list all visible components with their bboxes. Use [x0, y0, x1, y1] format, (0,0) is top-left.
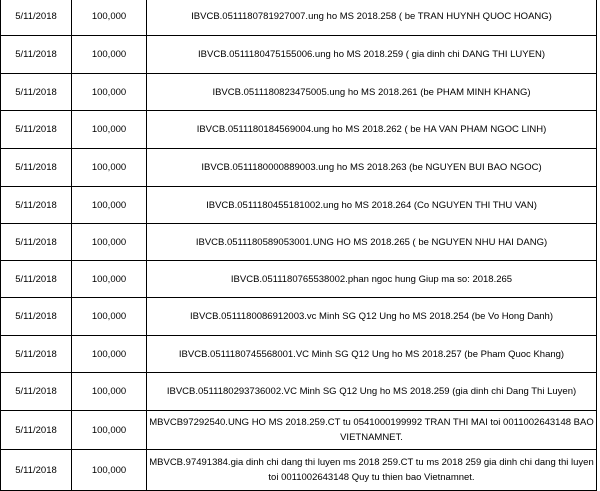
date-cell: 5/11/2018	[1, 36, 72, 74]
description-cell: IBVCB.0511180781927007.ung ho MS 2018.258 ( be TRAN HUYNH QUOC HOANG)	[147, 0, 597, 36]
description-cell: IBVCB.0511180293736002.VC Minh SG Q12 Ung ho MS 2018.259 (gia dinh chi Dang Thi Luyen)	[147, 373, 597, 411]
description-cell: IBVCB.0511180475155006.ung ho MS 2018.259 ( gia dinh chi DANG THI LUYEN)	[147, 36, 597, 74]
amount-cell: 100,000	[72, 336, 147, 373]
description-cell: IBVCB.0511180000889003.ung ho MS 2018.263 (be NGUYEN BUI BAO NGOC)	[147, 149, 597, 187]
amount-cell: 100,000	[72, 298, 147, 336]
date-cell: 5/11/2018	[1, 74, 72, 111]
description-cell: MBVCB.97491384.gia dinh chi dang thi luyen ms 2018 259.CT tu ms 2018 259 gia dinh chi dang thi luyen toi 0011002643148 Quy tu thien bao Vietnamnet.	[147, 450, 597, 491]
table-row	[1, 74, 597, 111]
table-row	[1, 111, 597, 149]
table-row	[1, 411, 597, 450]
amount-cell: 100,000	[72, 450, 147, 491]
table-row	[1, 373, 597, 411]
amount-cell: 100,000	[72, 411, 147, 450]
amount-cell: 100,000	[72, 261, 147, 298]
description-cell: IBVCB.0511180184569004.ung ho MS 2018.262 ( be HA VAN PHAM NGOC LINH)	[147, 111, 597, 149]
description-cell: MBVCB97292540.UNG HO MS 2018.259.CT tu 0541000199992 TRAN THI MAI toi 0011002643148 BAO VIETNAMNET.	[147, 411, 597, 450]
amount-cell: 100,000	[72, 187, 147, 224]
table-row	[1, 224, 597, 261]
description-cell: IBVCB.0511180589053001.UNG HO MS 2018.265 ( be NGUYEN NHU HAI DANG)	[147, 224, 597, 261]
table-row	[1, 298, 597, 336]
date-cell: 5/11/2018	[1, 0, 72, 36]
amount-cell: 100,000	[72, 224, 147, 261]
amount-cell: 100,000	[72, 373, 147, 411]
date-cell: 5/11/2018	[1, 187, 72, 224]
date-cell: 5/11/2018	[1, 149, 72, 187]
amount-cell: 100,000	[72, 0, 147, 36]
date-cell: 5/11/2018	[1, 298, 72, 336]
description-cell: IBVCB.0511180745568001.VC Minh SG Q12 Ung ho MS 2018.257 (be Pham Quoc Khang)	[147, 336, 597, 373]
table-row	[1, 0, 597, 36]
date-cell: 5/11/2018	[1, 373, 72, 411]
table-row	[1, 450, 597, 491]
table-row	[1, 149, 597, 187]
date-cell: 5/11/2018	[1, 224, 72, 261]
description-cell: IBVCB.0511180086912003.vc Minh SG Q12 Ung ho MS 2018.254 (be Vo Hong Danh)	[147, 298, 597, 336]
amount-cell: 100,000	[72, 111, 147, 149]
date-cell: 5/11/2018	[1, 450, 72, 491]
table-row	[1, 187, 597, 224]
date-cell: 5/11/2018	[1, 261, 72, 298]
table-row	[1, 261, 597, 298]
description-cell: IBVCB.0511180765538002.phan ngoc hung Giup ma so: 2018.265	[147, 261, 597, 298]
date-cell: 5/11/2018	[1, 411, 72, 450]
table-row	[1, 36, 597, 74]
date-cell: 5/11/2018	[1, 336, 72, 373]
description-cell: IBVCB.0511180823475005.ung ho MS 2018.261 (be PHAM MINH KHANG)	[147, 74, 597, 111]
amount-cell: 100,000	[72, 149, 147, 187]
table-row	[1, 336, 597, 373]
amount-cell: 100,000	[72, 74, 147, 111]
date-cell: 5/11/2018	[1, 111, 72, 149]
description-cell: IBVCB.0511180455181002.ung ho MS 2018.264 (Co NGUYEN THI THU VAN)	[147, 187, 597, 224]
amount-cell: 100,000	[72, 36, 147, 74]
